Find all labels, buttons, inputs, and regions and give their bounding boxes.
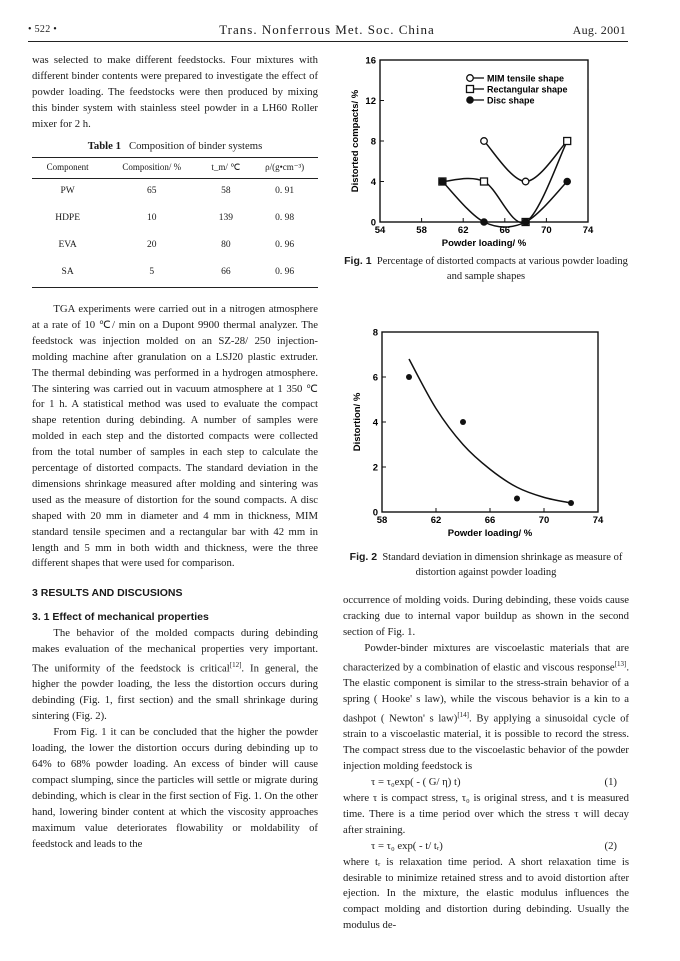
paragraph: occurrence of molding voids. During debinding, these voids cause cracking due to internal vapor buildup as shown in the second section of Fig. 1. — [343, 594, 629, 638]
equation-1 — [343, 775, 629, 791]
page-number: • 522 • — [28, 24, 58, 35]
y-axis-label: Distortion/ % — [352, 392, 363, 452]
equation-number: (1) — [604, 776, 617, 789]
table-row — [32, 260, 318, 287]
fit-curve — [409, 359, 571, 503]
text-run: . In general, the higher the powder loading, the less the distortion occurs during debinding (Fig. 1, first section) and the small shrinkage during sintering (Fig. 2). — [32, 662, 318, 723]
table-cell: HDPE — [55, 213, 81, 224]
x-tick-label: 62 — [430, 515, 442, 526]
running-header — [28, 22, 626, 42]
table-row — [32, 206, 318, 233]
figure-2 — [340, 318, 632, 580]
series-line — [442, 141, 567, 223]
column-header: ρ/(g•cm⁻³) — [251, 158, 318, 179]
column-header: Composition/ % — [103, 158, 200, 179]
paragraph — [343, 641, 629, 775]
y-tick-label: 0 — [372, 507, 378, 519]
binder-composition-table — [32, 157, 318, 288]
table-cell: PW — [60, 186, 75, 197]
journal-name: Trans. Nonferrous Met. Soc. China — [219, 22, 435, 37]
table-cell: SA — [32, 260, 103, 287]
table-cell: 65 — [147, 186, 157, 197]
left-column — [32, 53, 318, 852]
data-point — [406, 374, 412, 380]
paragraph: From Fig. 1 it can be concluded that the higher the powder loading, the lower the distortion occurs during debinding up to 64% to 68% powder loading. An excess of binder will cause compact slumping, since the particles will settle or migrate during debinding, which is clear in the first section of Fig. 1. On the other hand, lowering binder content at which the viscosity approaches maximum value deteriorates flowability or moldability of feedstock and leads to the — [32, 726, 318, 850]
table-row — [32, 179, 318, 206]
equation: τ = τ₀exp( - ( G/ η) t) — [371, 776, 461, 789]
table-title: Composition of binder systems — [128, 139, 263, 152]
paragraph: where tᵣ is relaxation time period. A short relaxation time is desirable to minimize retained stress and to avoid distortion after ejection. In the mixture, the elastic modulus influences the compact molding and distortion during debinding. Usually the modulus de- — [343, 855, 629, 932]
figure-caption — [340, 254, 632, 284]
figure-number: Fig. 2 — [349, 551, 378, 563]
header-rule — [28, 41, 628, 42]
citation: [13] — [614, 659, 627, 668]
data-point — [481, 138, 488, 145]
fig1-chart — [340, 52, 632, 252]
table-cell: 0. 98 — [275, 213, 295, 224]
data-point — [439, 178, 446, 185]
legend-entry: MIM tensile shape — [487, 73, 565, 84]
x-axis-label: Powder loading/ % — [447, 528, 533, 539]
text-run: . By applying a sinusoidal cycle of strain to a viscoelastic material, it is possible to record the stress. The compact stress due to the viscoelastic behavior of the powder injection molding feedstock is — [343, 712, 629, 773]
table-cell: 0. 96 — [275, 240, 295, 251]
table-cell: 5 — [103, 260, 200, 287]
equation-2 — [343, 839, 629, 855]
paragraph: TGA experiments were carried out in a nitrogen atmosphere at a rate of 10 ℃/ min on a Dupont 9900 thermal analyzer. The feedstock was injection molded on an SZ-28/ 250 injection-molding machine after granulation on a LSJ20 plastic extruder. The thermal debinding was performed in a hydrogen atmosphere. The sintering was carried out in vacuum atmosphere at 1 350 ℃ for 1 h. A statistical method was used to evaluate the compact shape retention during debinding. A number of samples were molded in each step and the distorted compacts were collected from the total number of samples in each step to calculate the percentage of distorted compacts. The standard deviation in the dimensions shrinkage measured after molding and sintering was used as the measure of distortion for the sound compacts. A disc shaped with 20 mm in diameter and 4 mm in thickness, MIM standard tensile specimen and a rectangular bar with 42 mm in length and 5 mm in both width and thickness, were the three different shapes that were used for comparison. — [32, 302, 318, 570]
text-run: . The elastic component is similar to the stress-strain behavior of a spring ( Hooke' s law), while the viscous behavior is a kin to a dashpot ( Newton' s law) — [343, 661, 629, 725]
data-point — [522, 178, 529, 185]
column-header: Component — [32, 158, 103, 179]
y-axis-label: Distorted compacts/ % — [350, 89, 361, 193]
legend-entry: Disc shape — [487, 95, 535, 106]
table-cell: EVA — [58, 240, 77, 251]
table-cell: 0. 91 — [275, 186, 295, 197]
caption-text: Standard deviation in dimension shrinkage as measure of distortion against powder loading — [382, 552, 623, 578]
x-tick-label: 66 — [484, 515, 496, 526]
table-cell: 20 — [147, 240, 157, 251]
legend-marker — [467, 97, 474, 104]
data-point — [514, 496, 520, 502]
table-cell: 80 — [221, 240, 231, 251]
text-run: The behavior of the molded compacts during debinding makes evaluation of the mechanical properties very important. The uniformity of the feedstock is critical — [32, 627, 318, 675]
legend-marker — [467, 75, 474, 82]
y-tick-label: 4 — [370, 177, 376, 188]
table-caption — [32, 139, 318, 155]
y-tick-label: 16 — [365, 55, 376, 67]
caption-text: Percentage of distorted compacts at various powder loading and sample shapes — [376, 256, 628, 282]
citation: [14] — [457, 710, 469, 719]
legend-entry: Rectangular shape — [487, 84, 568, 95]
figure-number: Fig. 1 — [344, 255, 372, 267]
series-line — [484, 141, 567, 182]
table-row — [32, 233, 318, 260]
equation-number: (2) — [604, 839, 617, 852]
data-point — [564, 138, 571, 145]
data-point — [564, 178, 571, 185]
figure-caption — [340, 550, 632, 580]
subsection-heading: 3. 1 Effect of mechanical properties — [32, 611, 209, 624]
table-cell: 139 — [218, 213, 233, 224]
data-point — [568, 500, 574, 506]
y-tick-label: 4 — [372, 417, 378, 429]
data-point — [481, 219, 488, 226]
table-header-row — [32, 158, 318, 179]
x-axis-label: Powder loading/ % — [441, 238, 527, 249]
paragraph — [32, 626, 318, 725]
x-tick-label: 54 — [374, 225, 386, 236]
data-point — [522, 219, 529, 226]
column-header: t_m/ ℃ — [200, 158, 251, 179]
issue-date: Aug. 2001 — [572, 23, 626, 37]
section-heading: 3 RESULTS AND DISCUSIONS — [32, 587, 183, 600]
fig2-chart — [340, 318, 632, 548]
x-tick-label: 74 — [582, 225, 594, 236]
x-tick-label: 70 — [541, 225, 552, 236]
x-tick-label: 66 — [499, 225, 511, 236]
citation: [12] — [229, 661, 242, 669]
table-number: Table 1 — [87, 139, 121, 152]
y-tick-label: 12 — [365, 96, 376, 107]
x-tick-label: 70 — [538, 515, 550, 526]
text-run: Powder-binder mixtures are viscoelastic materials that are characterized by a combination of elastic and viscous response — [343, 641, 629, 674]
x-tick-label: 58 — [376, 515, 388, 526]
paragraph: where τ is compact stress, τ₀ is original stress, and t is measured time. There is a time period over which the stress τ will decay after straining. — [343, 792, 629, 836]
data-point — [481, 178, 488, 185]
table-cell: 0. 96 — [251, 260, 318, 287]
table-cell: 10 — [147, 213, 157, 224]
legend-marker — [467, 86, 474, 93]
y-tick-label: 8 — [372, 327, 378, 339]
equation: τ = τ₀ exp( - t/ tᵣ) — [371, 839, 443, 852]
figure-1 — [340, 52, 632, 284]
x-tick-label: 62 — [457, 225, 469, 236]
plot-frame — [382, 332, 598, 512]
y-tick-label: 8 — [370, 136, 376, 148]
x-tick-label: 58 — [416, 225, 427, 236]
data-point — [460, 419, 466, 425]
y-tick-label: 6 — [372, 372, 378, 384]
table-cell: 66 — [200, 260, 251, 287]
table-cell: 58 — [221, 186, 231, 197]
y-tick-label: 2 — [372, 462, 378, 474]
paragraph: was selected to make different feedstocks. Four mixtures with different binder contents were prepared to investigate the effect of powder loading. The feedstocks were then produced by mixing this binder system with stainless steel powder in a LH60 Roller mixer for 2 h. — [32, 54, 318, 130]
right-column — [343, 593, 629, 934]
y-tick-label: 0 — [370, 217, 376, 229]
x-tick-label: 74 — [592, 515, 604, 526]
